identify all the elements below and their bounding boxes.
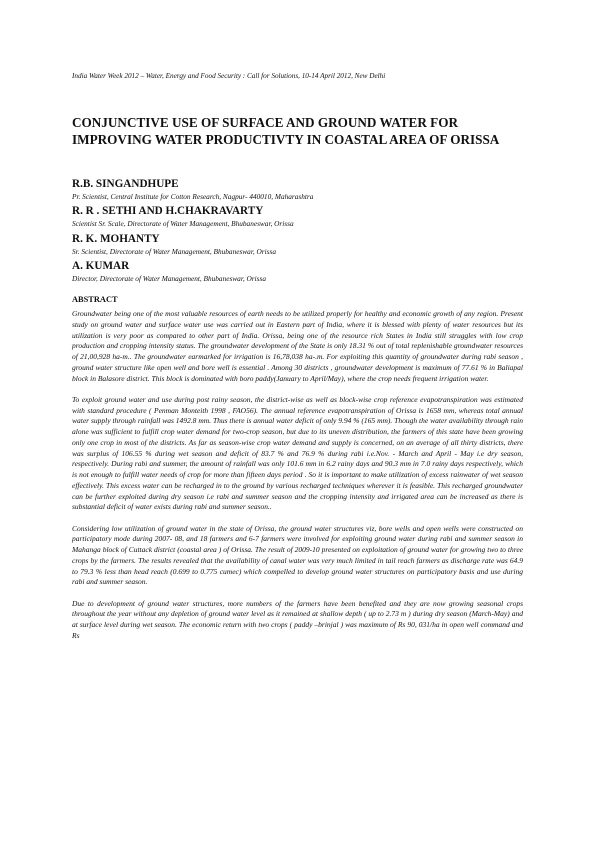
author-list — [72, 177, 523, 286]
abstract-heading: ABSTRACT — [72, 295, 118, 304]
abstract-paragraph: Due to development of ground water structures, more numbers of the farmers have been benefited and they are now growing seasonal crops throughout the year without any depletion of ground water level as it remained at shallow depth ( up to 2.73 m ) during dry season (March-May) and at surface level during wet season. The economic return with two crops ( paddy –brinjal ) was maximum of Rs 90, 031/ha in open well command and Rs — [72, 598, 523, 640]
paper-title: CONJUNCTIVE USE OF SURFACE AND GROUND WATER FOR IMPROVING WATER PRODUCTIVTY IN COASTAL AREA OF ORISSA — [72, 115, 500, 147]
author-name: R. K. MOHANTY — [72, 232, 160, 245]
abstract-paragraph: Groundwater being one of the most valuable resources of earth needs to be utilized properly for healthy and economic growth of any region. Present study on ground water and surface water use was carried out in Eastern part of India, where it is blessed with plenty of water resources but its utilization is very poor as compared to other part of India. Orissa, being one of the resource rich States in India still struggles with low crop production and cropping intensity status. The groundwater development of the State is only 18.31 % out of total replenishable groundwater resources of 21,00,928 ha-m.. The groundwater earmarked for irrigation is 16,78,038 ha-.m. For exploiting this quantity of groundwater during rabi season , ground water structure like open well and bore well is essential . Among 30 districts , groundwater development is maximum of 77.61 % in Baliapal block in Balasore district. This block is dominated with boro paddy(January to April/May), where the crop needs frequent irrigation water. — [72, 309, 523, 383]
author-affiliation: Sr. Scientist, Directorate of Water Management, Bhubaneswar, Orissa — [72, 246, 276, 256]
author-affiliation: Pr. Scientist, Central Institute for Cotton Research, Nagpur- 440010, Maharashtra — [72, 192, 314, 201]
abstract-paragraph: Considering low utilization of ground water in the state of Orissa, the ground water structures viz, bore wells and open wells were constructed on participatory mode during 2007- 08, and 18 farmers and 6-7 farmers were involved for exploiting ground water during rabi and summer season in Mahanga block of Cuttack district (coastal area ) of Orissa. The result of 2009-10 presented on exploitation of ground water for growing two to three crops by the farmers. The results revealed that the availability of canal water was very much limited in tail reach farmers as discharge rate was 64.9 to 79.3 % less than head reach (0.699 to 0.775 cumec) which compelled to develop ground water structures on participatory basis and use during rabi and summer season. — [72, 523, 523, 587]
author-name: R.B. SINGANDHUPE — [72, 178, 179, 190]
author-affiliation: Scientist Sr. Scale, Directorate of Water Management, Bhubaneswar, Orissa — [72, 219, 294, 229]
author-affiliation: Director, Directorate of Water Management, Bhubaneswar, Orissa — [72, 273, 266, 283]
author-name: R. R . SETHI AND H.CHAKRAVARTY — [72, 205, 264, 218]
abstract-body — [72, 309, 523, 652]
author-name: A. KUMAR — [72, 259, 130, 272]
running-head: India Water Week 2012 – Water, Energy and Food Security : Call for Solutions, 10-14 April 2012, New Delhi — [72, 72, 386, 80]
abstract-paragraph: To exploit ground water and use during post rainy season, the district-wise as well as block-wise crop reference evapotranspiration was estimated with standard procedure ( Penman Monteith 1998 , FAO56). The annual reference evapotranspiration of Orissa is 1658 mm, whereas total annual water supply through rainfall was 1492.8 mm. Thus there is annual water deficit of only 9.94 % (165 mm). Though the water availability through rain alone was sufficient to fulfill crop water demand for two-crop season, but due to its uneven distribution, the farmers of this state have been growing only one crop in most of the districts. As far as season-wise crop water demand and supply is concerned, on an average of all thirty districts, there was surplus of 106.55 % during wet season and deficit of 83.7 % and 76.9 % during rabi i.e.Nov. - March and April - May i.e dry season, respectively. During rabi and summer, the amount of rainfall was only 101.6 mm in 6.2 rainy days and 90.3 mm in 7.0 rainy days respectively, which is not enough to fulfill water needs of crop for more than fifteen days period . So it is important to make utilization of excess rainwater of wet season effectively. This excess water can be recharged in to the ground by various recharged techniques wherever it is feasible. This recharged groundwater can be further exploited during dry season i.e rabi and summer season and the cropping intensity and irrigated area can be increased as there is substantial deficit of water exists during rabi and summer season.. — [72, 394, 523, 512]
